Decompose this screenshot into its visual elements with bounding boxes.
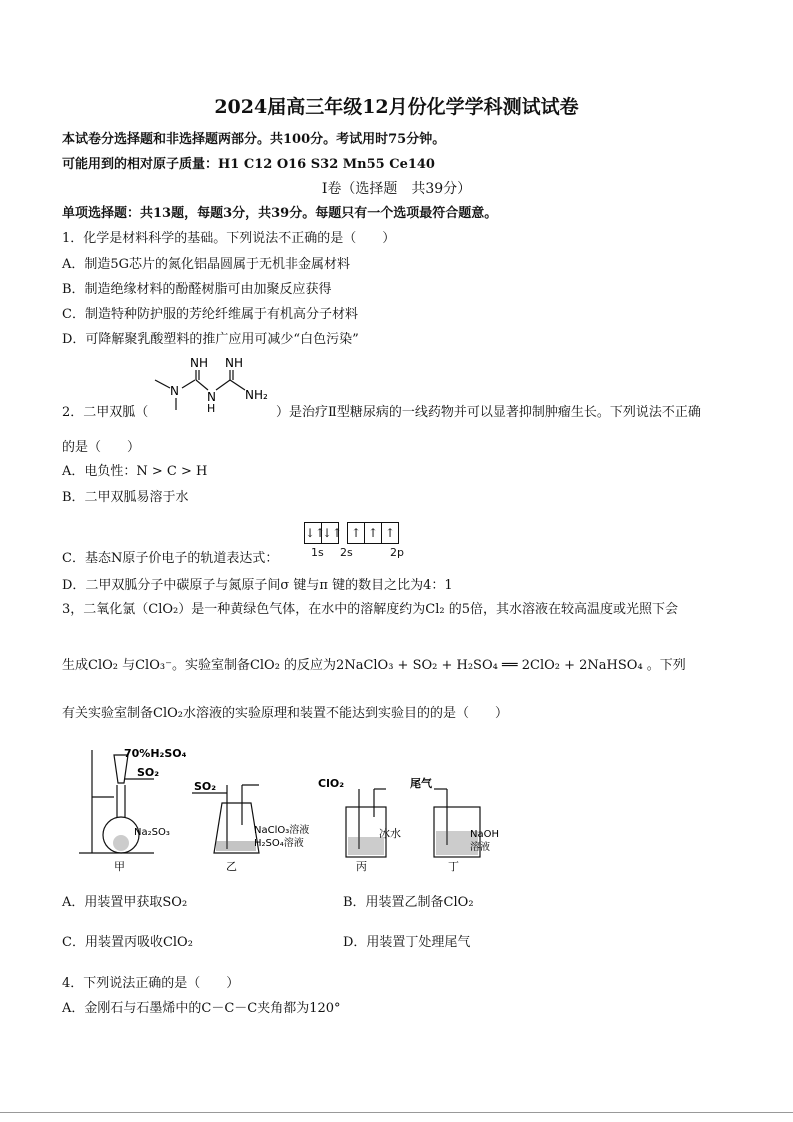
- apparatus-ding-gas: 尾气: [410, 777, 432, 790]
- q2-option-d: D．二甲双胍分子中碳原子与氮原子间σ 键与π 键的数目之比为4：1: [62, 578, 453, 593]
- q2-option-b: B．二甲双胍易溶于水: [62, 490, 189, 505]
- q2-option-c: C．基态N原子价电子的轨道表达式：: [62, 551, 279, 566]
- orbital-box-2p-1: ↑: [347, 522, 365, 544]
- struct-label-nh2: NH: [225, 356, 243, 370]
- q4-stem: 4．下列说法正确的是（ ）: [62, 976, 240, 991]
- q3-stem-3: 有关实验室制备ClO₂水溶液的实验原理和装置不能达到实验目的的是（ ）: [62, 706, 508, 721]
- orbital-box-2s: ↓↑: [321, 522, 339, 544]
- q3-stem-2: 生成ClO₂ 与ClO₃⁻。实验室制备ClO₂ 的反应为2NaClO₃ + SO₂ + H₂SO₄ ══ 2ClO₂ + 2NaHSO₄ 。下列: [62, 658, 686, 673]
- apparatus-ding-sol1: NaOH: [470, 829, 499, 840]
- apparatus-ding-sol2: 溶液: [470, 842, 490, 853]
- apparatus-bing-gas: ClO₂: [318, 777, 345, 790]
- orbital-label-2s: 2s: [340, 546, 353, 559]
- apparatus-jia-acid: 70%H₂SO₄: [124, 747, 187, 760]
- q2-stem-post: ）是治疗Ⅱ型糖尿病的一线药物并可以显著抑制肿瘤生长。下列说法不正确: [276, 405, 701, 420]
- q1-stem: 1．化学是材料科学的基础。下列说法不正确的是（ ）: [62, 231, 396, 246]
- apparatus-jia-solid: Na₂SO₃: [134, 827, 170, 838]
- instructions: 单项选择题：共13题，每题3分，共39分。每题只有一个选项最符合题意。: [62, 206, 498, 221]
- q1-option-a: A．制造5G芯片的氮化铝晶圆属于无机非金属材料: [62, 257, 351, 272]
- struct-label-nh1: NH: [190, 356, 208, 370]
- q1-option-b: B．制造绝缘材料的酚醛树脂可由加聚反应获得: [62, 282, 332, 297]
- q3-stem-1: 3，二氧化氯（ClO₂）是一种黄绿色气体，在水中的溶解度约为Cl₂ 的5倍，其水溶液在较高温度或光照下会: [62, 602, 678, 617]
- struct-label-nh2b: NH₂: [245, 388, 268, 402]
- apparatus-yi-sol2: H₂SO₄溶液: [254, 838, 304, 849]
- q3-option-c: C．用装置丙吸收ClO₂: [62, 935, 193, 950]
- orbital-diagram: [304, 522, 398, 544]
- q3-option-b: B．用装置乙制备ClO₂: [343, 895, 474, 910]
- apparatus-jia-gas: SO₂: [137, 766, 160, 779]
- page-bottom-divider: [0, 1112, 793, 1113]
- exam-title: 2024届高三年级12月份化学学科测试试卷: [214, 96, 579, 118]
- apparatus-ding-name: 丁: [448, 860, 459, 873]
- apparatus-figure: [74, 745, 514, 880]
- orbital-label-1s: 1s: [311, 546, 324, 559]
- orbital-box-1s: ↓↑: [304, 522, 322, 544]
- intro-line-1: 本试卷分选择题和非选择题两部分。共100分。考试用时75分钟。: [62, 132, 446, 147]
- q3-option-d: D．用装置丁处理尾气: [343, 935, 471, 950]
- struct-label-n: N: [170, 384, 179, 398]
- intro-line-2: 可能用到的相对原子质量：H1 C12 O16 S32 Mn55 Ce140: [62, 157, 435, 172]
- orbital-box-2p-3: ↑: [381, 522, 399, 544]
- q1-option-d: D．可降解聚乳酸塑料的推广应用可减少“白色污染”: [62, 332, 359, 347]
- section-heading: Ⅰ卷（选择题 共39分）: [321, 181, 472, 197]
- apparatus-jia-name: 甲: [114, 860, 125, 873]
- q1-option-c: C．制造特种防护服的芳纶纤维属于有机高分子材料: [62, 307, 358, 322]
- apparatus-yi-name: 乙: [226, 860, 237, 873]
- struct-label-h: H: [207, 402, 216, 414]
- apparatus-yi-sol1: NaClO₃溶液: [254, 825, 310, 836]
- apparatus-yi-gas: SO₂: [194, 780, 217, 793]
- apparatus-bing-name: 丙: [356, 860, 367, 873]
- q2-stem-pre: 2．二甲双胍（: [62, 405, 149, 420]
- apparatus-bing-sol: 冰水: [379, 827, 401, 840]
- q4-option-a: A．金刚石与石墨烯中的C－C－C夹角都为120°: [62, 1001, 341, 1016]
- struct-label-nh-n: N: [207, 390, 216, 404]
- metformin-structure: [150, 352, 280, 414]
- q3-option-a: A．用装置甲获取SO₂: [62, 895, 188, 910]
- q2-option-a: A．电负性：N > C > H: [62, 464, 208, 479]
- orbital-label-2p: 2p: [390, 546, 404, 559]
- q2-stem-cont: 的是（ ）: [62, 440, 141, 455]
- orbital-box-2p-2: ↑: [364, 522, 382, 544]
